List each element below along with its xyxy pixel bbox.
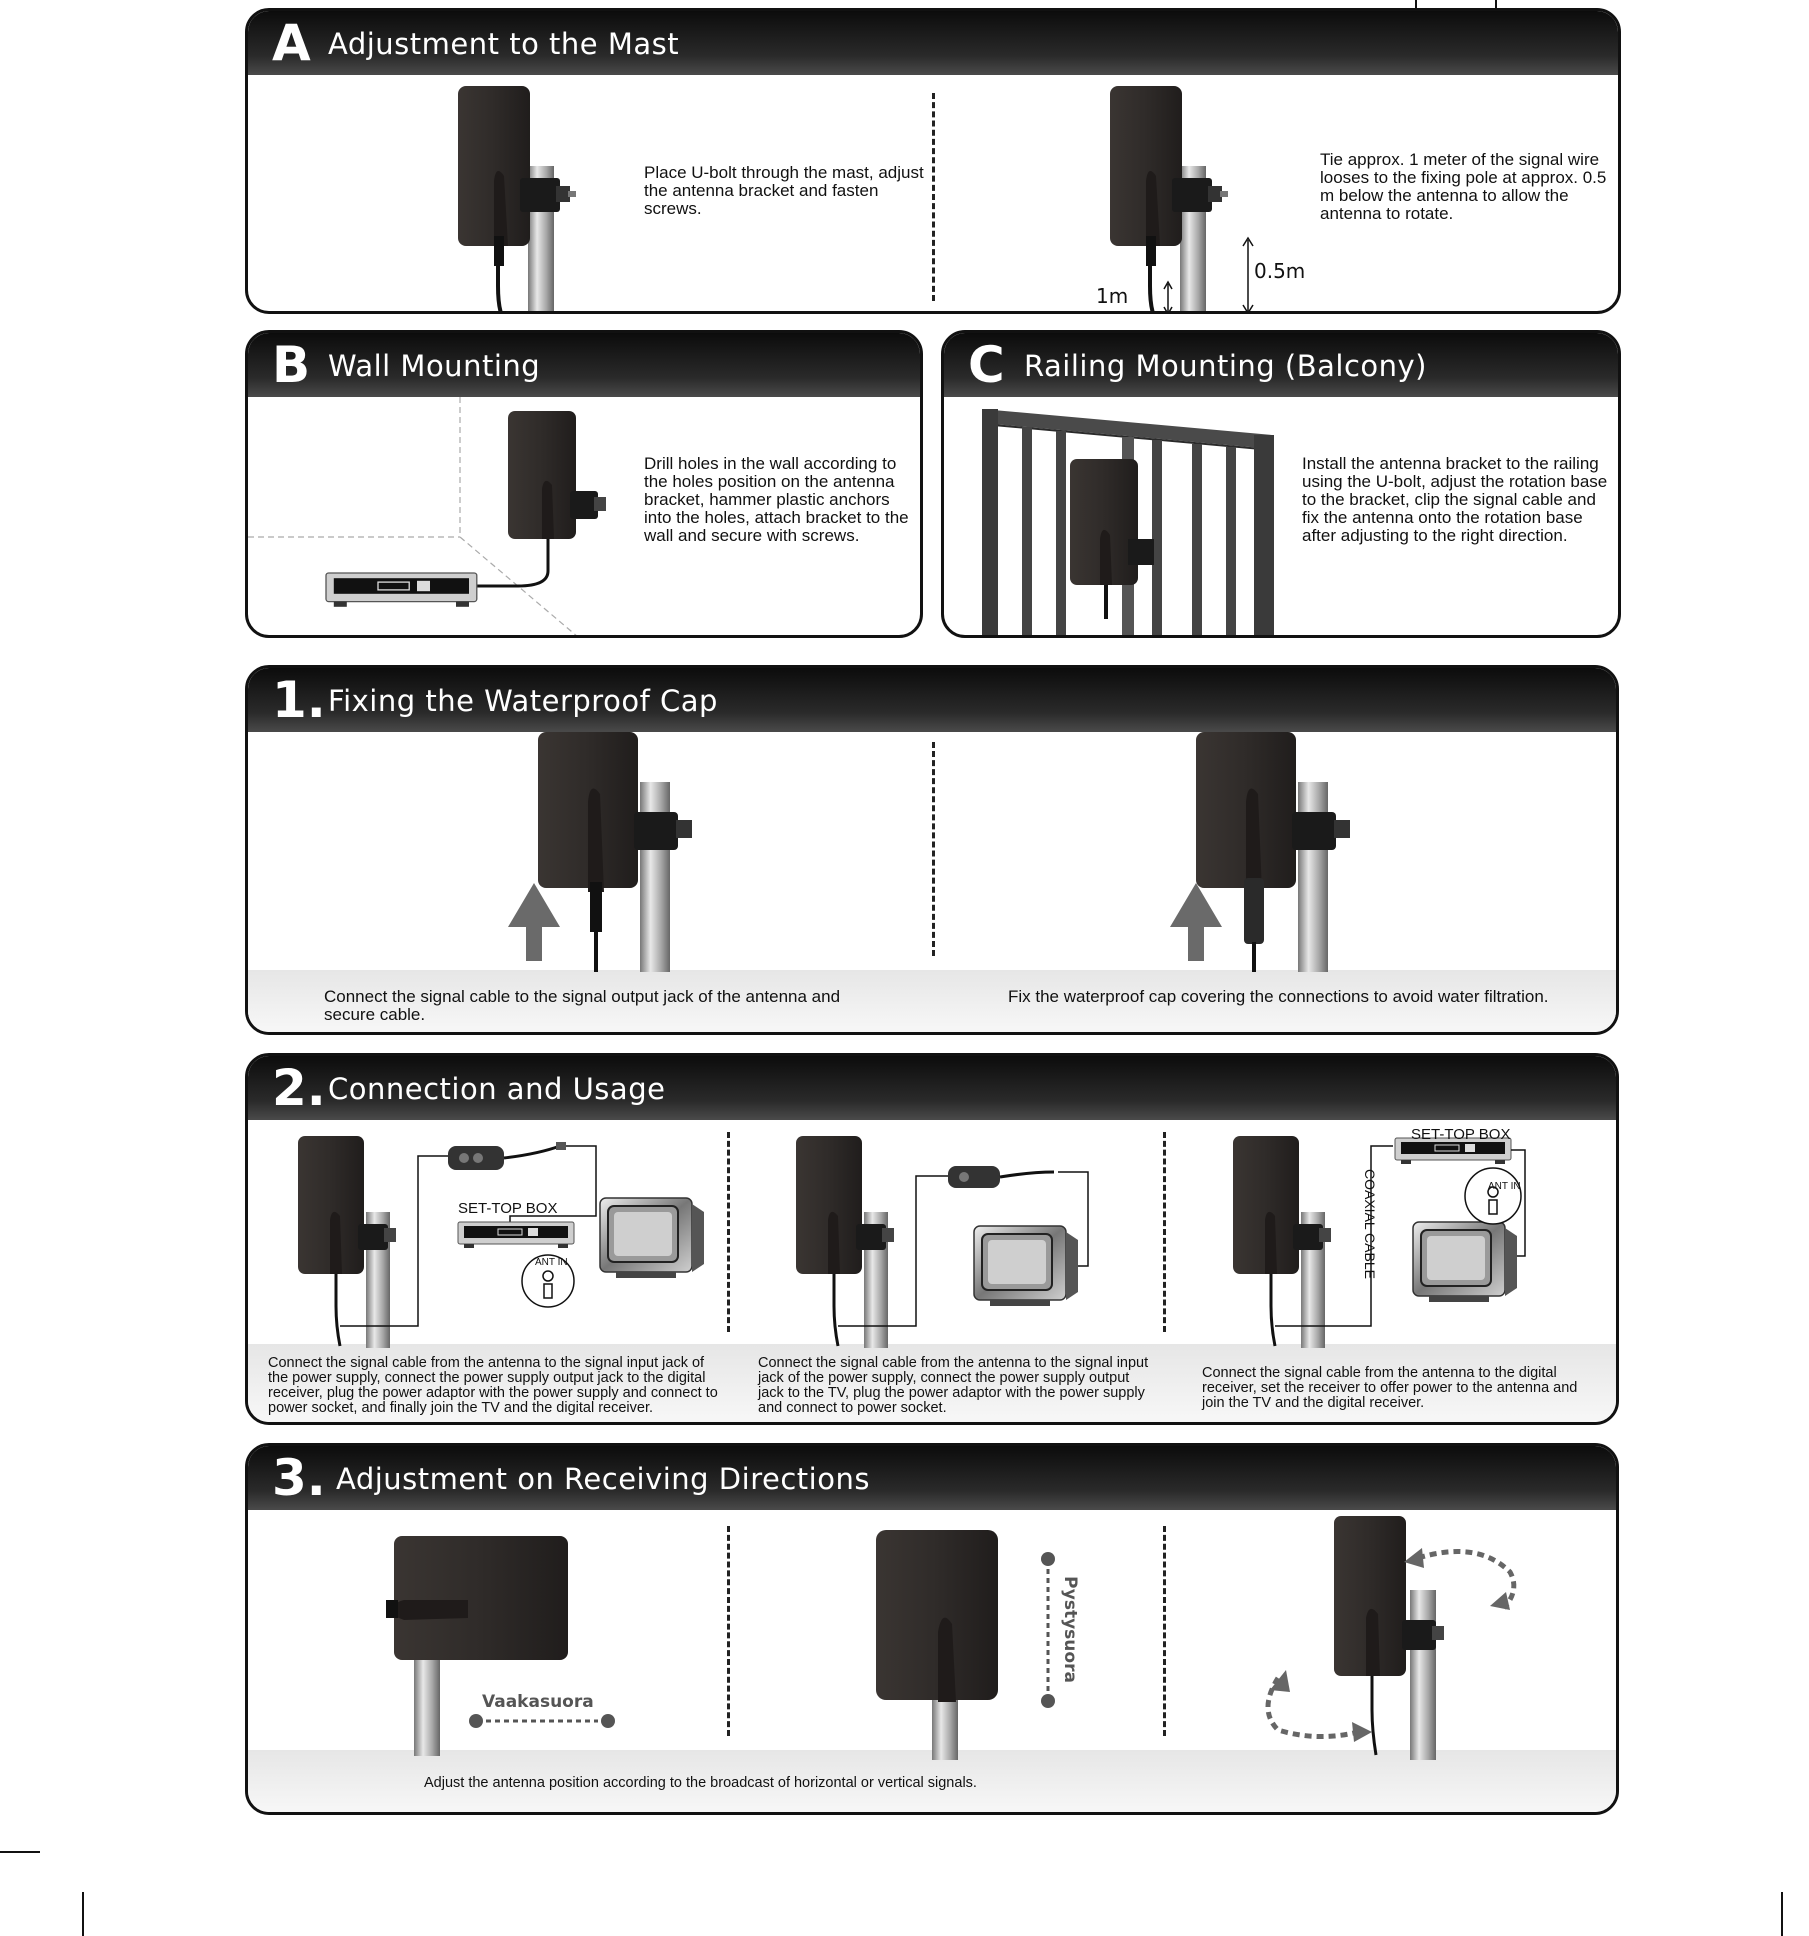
divider bbox=[1163, 1526, 1166, 1736]
section-3-text: Adjust the antenna position according to the broadcast of horizontal or vertical signals. bbox=[424, 1775, 977, 1791]
section-a-text-left: Place U-bolt through the mast, adjust the antenna bracket and fasten screws. bbox=[644, 163, 924, 218]
mast-antenna-illustration bbox=[458, 86, 618, 314]
settop-box-label: SET-TOP BOX bbox=[1411, 1126, 1511, 1143]
section-number: 3. bbox=[272, 1449, 326, 1507]
section-letter: A bbox=[272, 14, 311, 72]
horizontal-dots-icon bbox=[468, 1711, 618, 1731]
divider bbox=[932, 742, 935, 956]
section-c-header bbox=[944, 333, 1618, 397]
section-2-text-3: Connect the signal cable from the antenna to the digital receiver, set the receiver to offer power to the antenna and join the TV and the digital receiver. bbox=[1202, 1365, 1578, 1411]
section-2-header bbox=[248, 1056, 1616, 1120]
section-1-text-left: Connect the signal cable to the signal output jack of the antenna and secure cable. bbox=[324, 987, 841, 1024]
section-title: Adjustment on Receiving Directions bbox=[336, 1462, 870, 1496]
section-title: Fixing the Waterproof Cap bbox=[328, 684, 718, 718]
settop-box-label: SET-TOP BOX bbox=[458, 1200, 558, 1217]
section-a-text-right: Tie approx. 1 meter of the signal wire looses to the fixing pole at approx. 0.5 m below the antenna to allow the antenna to rotate. bbox=[1320, 150, 1607, 223]
section-2-text-2: Connect the signal cable from the antenna to the signal input jack of the power supply, connect the power supply output jack to the TV, plug the power adaptor with the power supply and connect to power socket. bbox=[758, 1355, 1149, 1416]
section-b-header bbox=[248, 333, 920, 397]
settop-box-illustration bbox=[326, 573, 476, 613]
section-a-panel bbox=[245, 8, 1621, 314]
section-b-panel bbox=[245, 330, 923, 638]
crop-mark bbox=[1495, 0, 1497, 8]
section-2-panel bbox=[245, 1053, 1619, 1425]
section-1-panel bbox=[245, 665, 1619, 1035]
crop-mark bbox=[0, 1851, 40, 1853]
section-title: Railing Mounting (Balcony) bbox=[1024, 349, 1427, 383]
ant-in-label: ANT IN bbox=[1488, 1181, 1521, 1192]
divider bbox=[727, 1526, 730, 1736]
measure-arrows bbox=[1138, 236, 1258, 314]
section-title: Adjustment to the Mast bbox=[328, 27, 680, 61]
up-arrow-icon bbox=[1168, 883, 1228, 963]
vertical-label: Pystysuora bbox=[1060, 1576, 1080, 1683]
section-2-text-1: Connect the signal cable from the antenna to the signal input jack of the power supply, connect the power supply output jack to the digital receiver, plug the power adaptor with the power supply and connect to power socket, and finally join the TV and the digital receiver. bbox=[268, 1355, 718, 1416]
connection-diagram-1 bbox=[298, 1136, 738, 1348]
section-c-text: Install the antenna bracket to the railing using the U-bolt, adjust the rotation base to the bracket, clip the signal cable and fix the antenna onto the rotation base after adjusting to the right direction. bbox=[1302, 454, 1608, 545]
section-letter: C bbox=[968, 336, 1005, 394]
section-a-header bbox=[248, 11, 1618, 75]
up-arrow-icon bbox=[506, 883, 566, 963]
vertical-dots-icon bbox=[1038, 1551, 1058, 1711]
section-b-text: Drill holes in the wall according to the holes position on the antenna bracket, hammer plastic anchors into the holes, attach bracket to the wall and secure with screws. bbox=[644, 454, 909, 545]
cap-left-illustration bbox=[538, 732, 738, 972]
section-number: 1. bbox=[272, 671, 326, 729]
ant-in-label: ANT IN bbox=[535, 1257, 568, 1268]
section-1-header bbox=[248, 668, 1616, 732]
divider bbox=[1163, 1132, 1166, 1332]
section-c-panel bbox=[941, 330, 1621, 638]
vertical-orientation-illustration bbox=[876, 1530, 1016, 1760]
railing-illustration bbox=[982, 409, 1282, 638]
crop-mark bbox=[1415, 0, 1417, 8]
wall-antenna-illustration bbox=[508, 411, 648, 591]
section-3-header bbox=[248, 1446, 1616, 1510]
rotation-illustration bbox=[1248, 1510, 1568, 1760]
connection-diagram-2 bbox=[796, 1136, 1136, 1348]
section-title: Connection and Usage bbox=[328, 1072, 666, 1106]
crop-mark bbox=[1781, 1892, 1783, 1936]
section-title: Wall Mounting bbox=[328, 349, 541, 383]
section-1-text-right: Fix the waterproof cap covering the connections to avoid water filtration. bbox=[1008, 987, 1549, 1006]
divider bbox=[932, 93, 935, 301]
divider bbox=[727, 1132, 730, 1332]
section-3-panel bbox=[245, 1443, 1619, 1815]
section-number: 2. bbox=[272, 1059, 326, 1117]
label-1m: 1m bbox=[1096, 284, 1129, 308]
section-letter: B bbox=[272, 336, 311, 394]
horizontal-label: Vaakasuora bbox=[482, 1692, 594, 1712]
label-0-5m: 0.5m bbox=[1254, 259, 1306, 283]
crop-mark bbox=[82, 1892, 84, 1936]
coaxial-cable-label: COAXIAL CABLE bbox=[1362, 1169, 1378, 1279]
connection-diagram-3 bbox=[1233, 1116, 1573, 1348]
